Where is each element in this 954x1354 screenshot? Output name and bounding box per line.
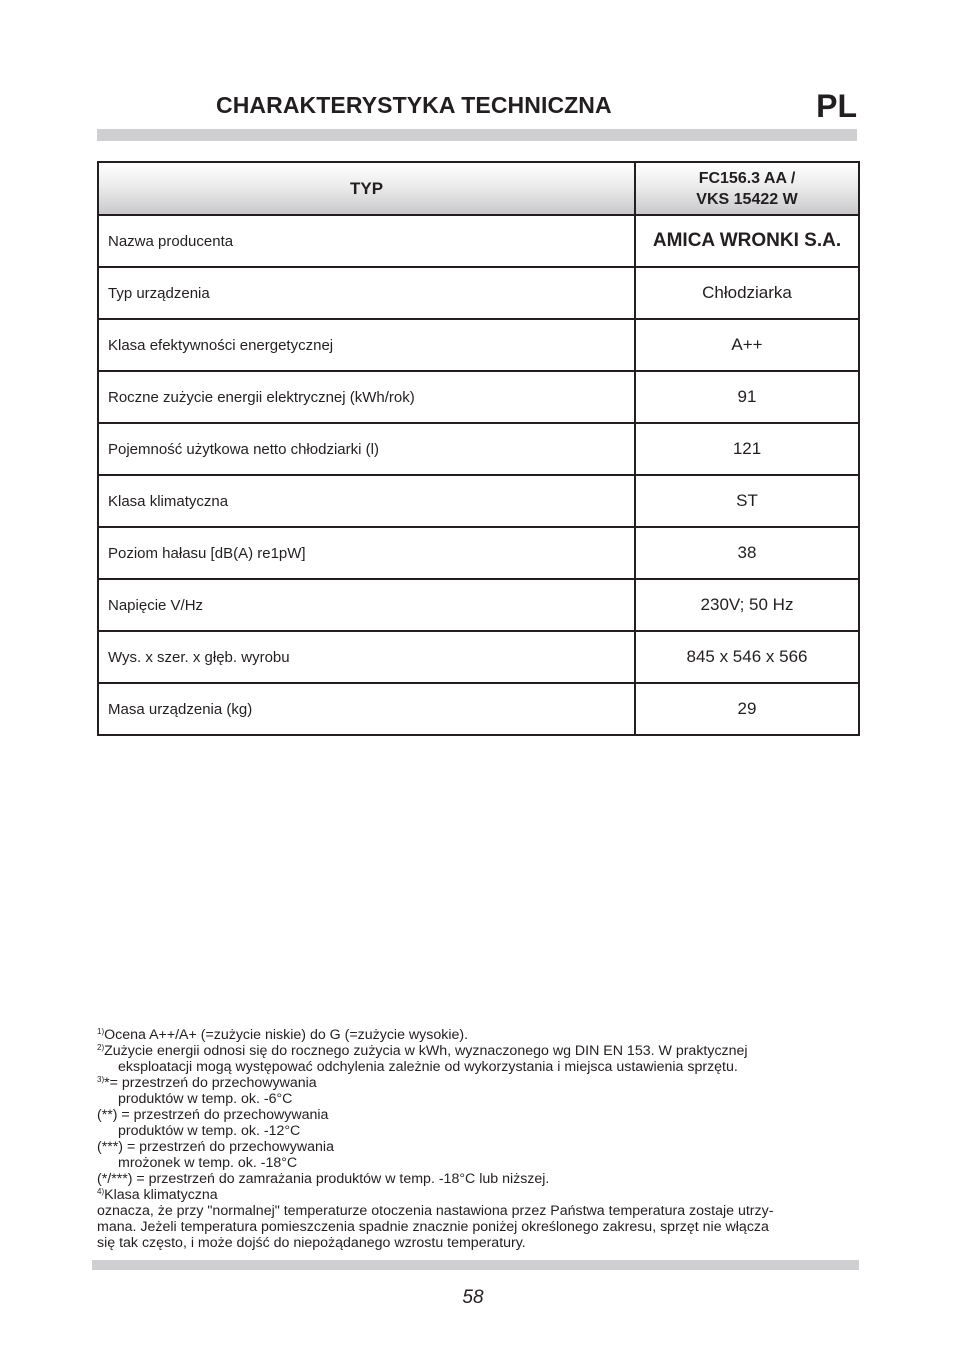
page-title: CHARAKTERYSTYKA TECHNICZNA [216,92,612,118]
footnote-4-line-d: się tak często, i może dojść do niepożądanego wzrostu temperatury. [97,1235,526,1251]
row-value: A++ [635,319,859,371]
table-header-row [98,162,859,215]
footnote-marker: 1) [97,1027,105,1036]
row-label: Pojemność użytkowa netto chłodziarki (l) [98,423,635,475]
footnote-text: Zużycie energii odnosi się do rocznego zużycia w kWh, wyznaczonego wg DIN EN 153. W praktycznej [104,1043,748,1059]
footnote-4-line-b: oznacza, że przy "normalnej" temperaturze otoczenia nastawiona przez Państwa temperatura zostaje utrzy- [97,1203,774,1219]
footnote-marker: 3) [97,1075,105,1084]
table-row [98,319,859,371]
table-row [98,423,859,475]
language-code: PL [816,88,857,124]
table-row [98,371,859,423]
header-divider [97,129,857,141]
row-value: 230V; 50 Hz [635,579,859,631]
footnote-2-continued: eksploatacji mogą występować odchylenia zależnie od wykorzystania i miejsca ustawienia sprzętu. [118,1059,738,1075]
header-model [635,162,859,215]
footnote-3-line-b: produktów w temp. ok. -6°C [118,1091,293,1107]
footnote-text: *= przestrzeń do przechowywania [104,1075,317,1091]
row-value: 91 [635,371,859,423]
table-row [98,267,859,319]
row-value: AMICA WRONKI S.A. [635,215,859,267]
footnote-4 [97,1187,867,1203]
row-value: ST [635,475,859,527]
footer-divider [92,1260,859,1270]
row-label: Masa urządzenia (kg) [98,683,635,735]
row-label: Napięcie V/Hz [98,579,635,631]
row-label: Wys. x szer. x głęb. wyrobu [98,631,635,683]
row-value: 29 [635,683,859,735]
footnote-3 [97,1075,867,1091]
table-row [98,475,859,527]
row-label: Klasa klimatyczna [98,475,635,527]
page-number: 58 [462,1287,484,1308]
footnotes [97,1027,867,1251]
footnote-3-line-c: (**) = przestrzeń do przechowywania [97,1107,329,1123]
table-row [98,527,859,579]
row-value: Chłodziarka [635,267,859,319]
row-label: Roczne zużycie energii elektrycznej (kWh/rok) [98,371,635,423]
table-row [98,683,859,735]
footnote-text: Klasa klimatyczna [104,1187,218,1203]
row-label: Nazwa producenta [98,215,635,267]
table-row [98,215,859,267]
footnote-2 [97,1043,867,1059]
footnote-3-line-e: (***) = przestrzeń do przechowywania [97,1139,334,1155]
table-row [98,579,859,631]
footnote-3-line-f: mrożonek w temp. ok. -18°C [118,1155,298,1171]
footnote-3-line-d: produktów w temp. ok. -12°C [118,1123,301,1139]
model-line-2: VKS 15422 W [696,190,798,208]
footnote-3-line-g: (*/***) = przestrzeń do zamrażania produktów w temp. -18°C lub niższej. [97,1171,550,1187]
row-label: Poziom hałasu [dB(A) re1pW] [98,527,635,579]
row-value: 121 [635,423,859,475]
spec-table [97,161,860,736]
footnote-marker: 4) [97,1187,105,1196]
row-value: 845 x 546 x 566 [635,631,859,683]
footnote-marker: 2) [97,1043,105,1052]
header-type-label: TYP [98,162,635,215]
footnote-1 [97,1027,867,1043]
model-line-1: FC156.3 AA / [698,169,796,187]
footnote-4-line-c: mana. Jeżeli temperatura pomieszczenia spadnie znacznie poniżej określonego zakresu, sprzęt nie włącza [97,1219,769,1235]
table-row [98,631,859,683]
row-label: Typ urządzenia [98,267,635,319]
row-value: 38 [635,527,859,579]
footnote-text: Ocena A++/A+ (=zużycie niskie) do G (=zużycie wysokie). [104,1027,469,1043]
row-label: Klasa efektywności energetycznej [98,319,635,371]
